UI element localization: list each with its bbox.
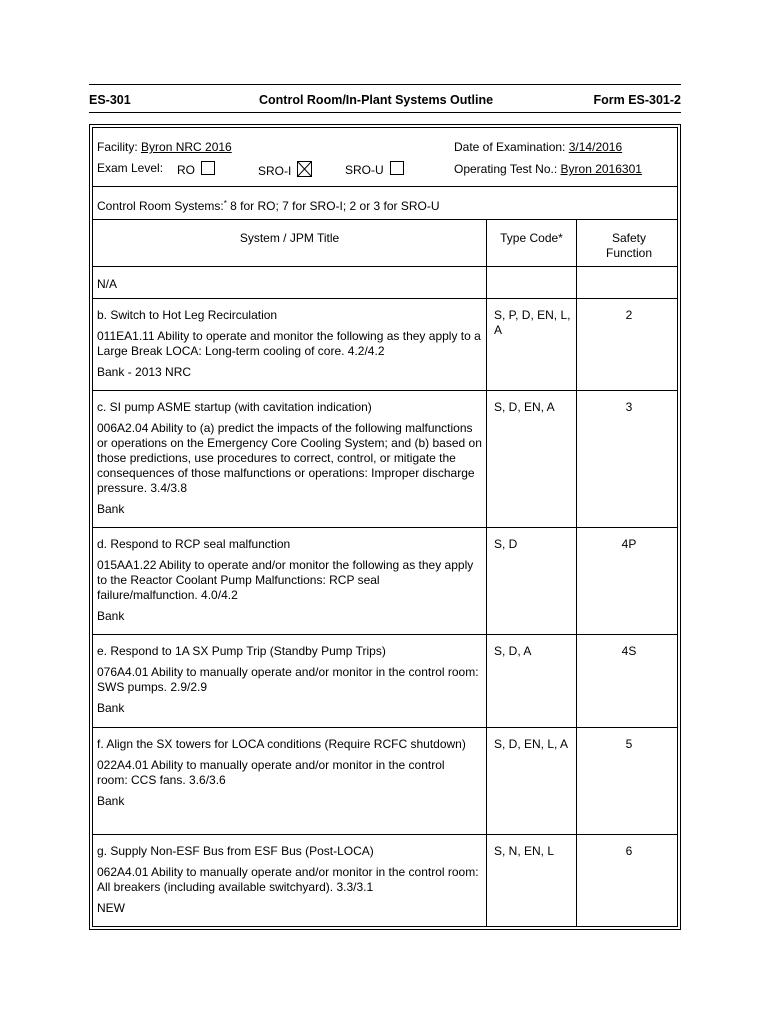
row-type-code: S, P, D, EN, L, A — [494, 308, 571, 337]
row-source: NEW — [97, 901, 125, 915]
form-id: ES-301 — [89, 93, 131, 107]
top-rule — [89, 84, 681, 85]
outline-table-inner — [92, 127, 678, 927]
row-ka: 011EA1.11 Ability to operate and monitor the following as they apply to a Large Break LOCA: Long-term cooling of core. 4.2/4.2 — [97, 329, 481, 358]
row-ka: 062A4.01 Ability to manually operate and/or monitor in the control room: All breakers (including available switchyard). 3.3/3.1 — [97, 865, 479, 894]
row-safety-function: 6 — [625, 844, 633, 858]
operating-test-line — [454, 162, 642, 176]
row-safety-function: 4S — [621, 644, 637, 658]
table-row-na — [97, 277, 477, 298]
column-header-title: System / JPM Title — [239, 231, 340, 245]
table-row — [97, 644, 483, 722]
divider — [93, 219, 677, 220]
row-title: N/A — [97, 277, 118, 291]
column-header-safety-function — [577, 231, 681, 261]
row-title: f. Align the SX towers for LOCA conditions (Require RCFC shutdown) — [97, 737, 466, 751]
facility-value: Byron NRC 2016 — [141, 140, 232, 154]
operating-test-label: Operating Test No.: — [454, 162, 558, 176]
row-source: Bank — [97, 609, 125, 623]
row-title: g. Supply Non-ESF Bus from ESF Bus (Post-LOCA) — [97, 844, 374, 858]
divider — [93, 298, 677, 299]
column-divider — [486, 219, 487, 926]
row-source: Bank - 2013 NRC — [97, 365, 192, 379]
exam-date-label: Date of Examination: — [454, 140, 566, 154]
row-safety-function: 4P — [621, 537, 637, 551]
ro-label: RO — [177, 163, 195, 177]
row-safety-function: 3 — [625, 400, 633, 414]
systems-note-prefix: Control Room Systems: — [97, 199, 224, 213]
table-row — [97, 737, 477, 815]
row-source: Bank — [97, 794, 125, 808]
column-header-type-code: Type Code* — [500, 231, 563, 245]
divider — [93, 266, 677, 267]
sroi-checkbox[interactable] — [297, 161, 312, 177]
systems-note — [97, 199, 440, 213]
header-rule — [89, 112, 681, 113]
ro-checkbox[interactable] — [201, 161, 215, 175]
checkmark-x-icon — [298, 162, 311, 176]
srou-checkbox[interactable] — [390, 161, 404, 175]
row-ka: 015AA1.22 Ability to operate and/or monitor the following as they apply to the Reactor Coolant Pump Malfunctions: RCP seal failure/malfunction. 4.0/4.2 — [97, 558, 474, 602]
divider — [93, 727, 677, 728]
srou-option[interactable] — [345, 161, 404, 177]
srou-label: SRO-U — [345, 163, 384, 177]
row-title: b. Switch to Hot Leg Recirculation — [97, 308, 278, 322]
row-ka: 076A4.01 Ability to manually operate and/or monitor in the control room: SWS pumps. 2.9/2.9 — [97, 665, 479, 694]
row-type-code: S, D, EN, A — [494, 400, 555, 414]
table-row — [97, 308, 483, 386]
row-safety-function: 5 — [625, 737, 633, 751]
operating-test-value: Byron 2016301 — [560, 162, 642, 176]
row-type-code: S, D — [494, 537, 518, 551]
systems-note-star: * — [223, 199, 227, 208]
form-title: Control Room/In-Plant Systems Outline — [259, 93, 494, 107]
column-divider — [576, 219, 577, 926]
facility-line — [97, 140, 232, 154]
row-type-code: S, D, A — [494, 644, 532, 658]
systems-note-text: 8 for RO; 7 for SRO-I; 2 or 3 for SRO-U — [226, 199, 440, 213]
table-row — [97, 400, 483, 523]
form-name: Form ES-301-2 — [593, 93, 681, 107]
ro-option[interactable] — [177, 161, 215, 177]
divider — [93, 634, 677, 635]
row-type-code: S, N, EN, L — [494, 844, 555, 858]
row-source: Bank — [97, 701, 125, 715]
form-header — [89, 93, 681, 111]
divider — [93, 390, 677, 391]
row-ka: 006A2.04 Ability to (a) predict the impacts of the following malfunctions or operations on the Emergency Core Cooling System; and (b) based on those predictions, use procedures to correct, control, or mitigate the consequences of those malfunctions or operations: Improper discharge pressure. 3.4/3.8 — [97, 421, 482, 495]
row-title: d. Respond to RCP seal malfunction — [97, 537, 291, 551]
outline-table — [89, 124, 681, 930]
table-row — [97, 537, 483, 630]
sroi-option[interactable] — [258, 161, 312, 178]
row-type-code: S, D, EN, L, A — [494, 737, 569, 751]
row-safety-function: 2 — [625, 308, 633, 322]
sroi-label: SRO-I — [258, 164, 292, 178]
row-source: Bank — [97, 502, 125, 516]
safety-header-line2: Function — [605, 246, 653, 260]
exam-level-label: Exam Level: — [97, 161, 164, 175]
divider — [93, 834, 677, 835]
exam-date-line — [454, 140, 622, 154]
facility-label: Facility: — [97, 140, 138, 154]
row-title: c. SI pump ASME startup (with cavitation indication) — [97, 400, 372, 414]
table-row — [97, 844, 483, 922]
row-title: e. Respond to 1A SX Pump Trip (Standby Pump Trips) — [97, 644, 386, 658]
safety-header-line1: Safety — [611, 231, 647, 245]
exam-date-value: 3/14/2016 — [568, 140, 623, 154]
divider — [93, 186, 677, 187]
row-ka: 022A4.01 Ability to manually operate and/or monitor in the control room: CCS fans. 3.6/3.6 — [97, 758, 445, 787]
divider — [93, 527, 677, 528]
